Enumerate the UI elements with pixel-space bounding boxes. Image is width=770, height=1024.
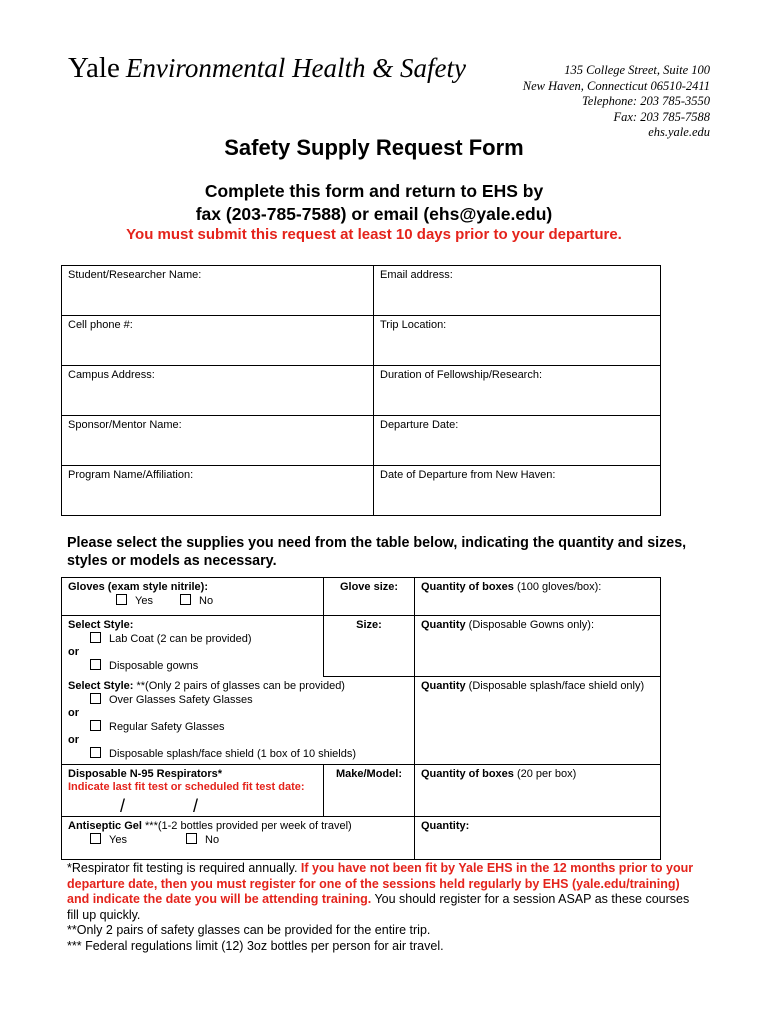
- glove-size-label: Glove size:: [339, 581, 399, 593]
- address-line: ehs.yale.edu: [648, 125, 710, 139]
- gloves-cell: [62, 578, 324, 616]
- yale-ehs-logo: [68, 52, 466, 85]
- page-title: Safety Supply Request Form: [224, 135, 524, 160]
- address-line: New Haven, Connecticut 06510-2411: [522, 78, 710, 93]
- address-block: [523, 63, 710, 141]
- respirator-model-field[interactable]: [324, 764, 415, 816]
- field-label: Duration of Fellowship/Research:: [380, 369, 543, 381]
- glove-qty-label: Quantity of boxes: [421, 581, 514, 593]
- footnote-text: You should register for a session ASAP as these courses fill up quickly.: [67, 892, 690, 922]
- over-glasses-label: Over Glasses Safety Glasses: [109, 693, 253, 706]
- address-line: Fax: 203 785-7588: [613, 109, 710, 124]
- glasses-note: **(Only 2 pairs of glasses can be provided): [133, 679, 345, 692]
- respirator-qty-label: Quantity of boxes: [421, 767, 514, 780]
- new-haven-departure-field[interactable]: [374, 466, 661, 516]
- field-label: Date of Departure from New Haven:: [380, 469, 556, 481]
- fit-test-label: Indicate last fit test or scheduled fit test date:: [68, 780, 305, 793]
- lab-coat-label: Lab Coat (2 can be provided): [109, 633, 252, 645]
- lab-coat-checkbox[interactable]: [90, 632, 101, 643]
- gel-no-checkbox[interactable]: [186, 833, 197, 844]
- gel-no-label: No: [205, 833, 220, 846]
- gown-size-field[interactable]: [324, 616, 415, 677]
- duration-field[interactable]: [374, 366, 661, 416]
- regular-glasses-checkbox[interactable]: [90, 720, 101, 731]
- requester-info-table: [61, 265, 661, 516]
- trip-location-field[interactable]: [374, 316, 661, 366]
- shield-qty-label: Quantity: [421, 679, 466, 692]
- field-label: Campus Address:: [68, 369, 155, 381]
- respirator-footnote: [67, 861, 697, 923]
- footnote-text: *Respirator fit testing is required annually.: [67, 861, 301, 875]
- gloves-no-label: No: [199, 595, 214, 607]
- subtitle-line: Complete this form and return to EHS by: [204, 181, 544, 201]
- campus-address-field[interactable]: [62, 366, 374, 416]
- gel-footnote: *** Federal regulations limit (12) 3oz bottles per person for air travel.: [67, 938, 444, 953]
- face-shield-checkbox[interactable]: [90, 747, 101, 758]
- gown-quantity-field[interactable]: [415, 616, 661, 677]
- cell-phone-field[interactable]: [62, 316, 374, 366]
- sponsor-field[interactable]: [62, 416, 374, 466]
- field-label: Cell phone #:: [68, 319, 133, 331]
- gloves-yes-label: Yes: [135, 595, 153, 607]
- gel-qty-label: Quantity:: [421, 819, 470, 832]
- disposable-gowns-checkbox[interactable]: [90, 659, 101, 670]
- respirator-label: Disposable N-95 Respirators*: [68, 767, 223, 780]
- gel-label: Antiseptic Gel: [68, 819, 142, 832]
- gel-note: ***(1-2 bottles provided per week of travel): [141, 819, 352, 832]
- name-field[interactable]: [62, 266, 374, 316]
- gown-qty-label: Quantity: [421, 619, 466, 631]
- shield-quantity-field[interactable]: [415, 676, 661, 764]
- face-shield-label: Disposable splash/face shield (1 box of 10 shields): [109, 747, 357, 760]
- deadline-warning: You must submit this request at least 10 days prior to your departure.: [126, 226, 622, 243]
- gel-quantity-field[interactable]: [415, 816, 661, 859]
- glove-size-field[interactable]: [324, 578, 415, 616]
- regular-glasses-label: Regular Safety Glasses: [109, 720, 225, 733]
- respirator-qty-note: (20 per box): [513, 767, 577, 780]
- gloves-label: Gloves (exam style nitrile):: [68, 581, 208, 593]
- gown-size-label: Size:: [356, 619, 382, 631]
- respirator-cell: [62, 764, 324, 816]
- logo-yale: Yale: [68, 52, 120, 84]
- subtitle: [0, 180, 748, 226]
- footer-notes: [67, 861, 697, 954]
- gloves-yes-checkbox[interactable]: [116, 594, 127, 605]
- respirator-quantity-field[interactable]: [415, 764, 661, 816]
- glove-quantity-field[interactable]: [415, 578, 661, 616]
- field-label: Trip Location:: [380, 319, 447, 331]
- gel-yes-label: Yes: [109, 833, 127, 846]
- field-label: Departure Date:: [380, 419, 459, 431]
- departure-date-field[interactable]: [374, 416, 661, 466]
- or-label: or: [68, 646, 79, 658]
- field-label: Sponsor/Mentor Name:: [68, 419, 182, 431]
- gel-cell: [62, 816, 415, 859]
- over-glasses-checkbox[interactable]: [90, 693, 101, 704]
- glasses-select-label: Select Style:: [68, 679, 134, 692]
- supply-instructions: Please select the supplies you need from the table below, indicating the quantity and sizes, styles or models as necessary.: [67, 535, 687, 569]
- gel-yes-checkbox[interactable]: [90, 833, 101, 844]
- gown-cell: [62, 616, 324, 677]
- email-field[interactable]: [374, 266, 661, 316]
- gown-select-label: Select Style:: [68, 619, 134, 631]
- gown-qty-note: (Disposable Gowns only):: [465, 619, 595, 631]
- shield-qty-note: (Disposable splash/face shield only): [465, 679, 645, 692]
- glasses-cell: [62, 676, 415, 764]
- footnote-warning: If you have not been fit by Yale EHS in the 12 months prior to your departure date, then you must register for one of the sessions held regularly by EHS (yale.edu/training) and indicate the date you will be attending training.: [67, 861, 694, 906]
- date-slash: /: [120, 795, 126, 816]
- supplies-table: [61, 577, 661, 860]
- fit-test-date-field[interactable]: [68, 795, 317, 816]
- or-label: or: [68, 706, 79, 719]
- field-label: Email address:: [380, 269, 453, 281]
- glove-qty-note: (100 gloves/box):: [513, 581, 602, 593]
- address-line: 135 College Street, Suite 100: [564, 63, 710, 77]
- address-line: Telephone: 203 785-3550: [582, 94, 710, 108]
- model-label: Make/Model:: [335, 767, 402, 780]
- disposable-gowns-label: Disposable gowns: [109, 660, 199, 672]
- date-slash: /: [193, 795, 199, 816]
- glasses-footnote: **Only 2 pairs of safety glasses can be provided for the entire trip.: [67, 923, 431, 937]
- subtitle-line: fax (203-785-7588) or email (ehs@yale.edu): [195, 204, 553, 224]
- logo-department: Environmental Health & Safety: [125, 53, 467, 83]
- gloves-no-checkbox[interactable]: [180, 594, 191, 605]
- field-label: Student/Researcher Name:: [68, 269, 202, 281]
- program-field[interactable]: [62, 466, 374, 516]
- field-label: Program Name/Affiliation:: [68, 469, 194, 481]
- or-label: or: [68, 733, 79, 746]
